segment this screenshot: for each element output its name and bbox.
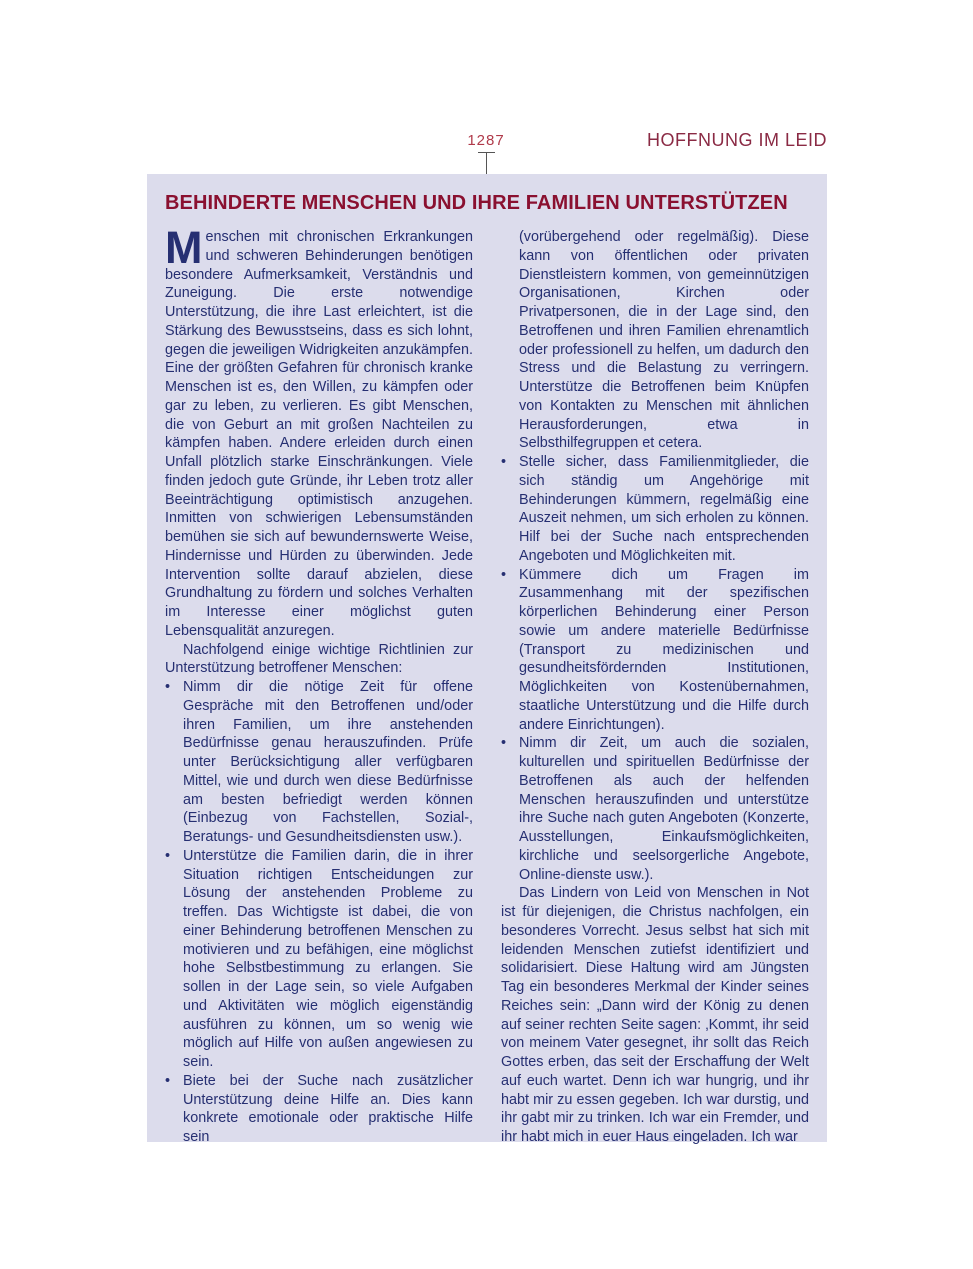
closing-paragraph: Das Lindern von Leid von Menschen in Not ist für diejenigen, die Christus nachfolgen, ein besonderes Vorrecht. Jesus selbst hat sich mit leidenden Menschen zutiefst identifiziert und solidarisiert. Diese Haltung wird am Jüngsten Tag ein besonderes Merkmal der Kinder seines Reiches sein: „Dann wird der König zu denen auf seiner rechten Seite sagen: ‚Kommt, ihr seid von meinem Vater gesegnet, ihr sollt das Reich Gottes erben, das seit der Erschaffung der Welt auf euch wartet. Denn ich war hungrig, und ihr habt mir zu essen gegeben. Ich war durstig, und ihr gabt mir zu trinken. Ich war ein Fremder, und ihr habt mich in euer Haus eingeladen. Ich war: [501, 885, 809, 1145]
intro-paragraph: [165, 222, 473, 641]
bullet-icon: •: [165, 847, 171, 864]
list-item-text: Kümmere dich um Fragen im Zusammenhang mit der spezifischen körperlichen Behinderung einer Person sowie um andere materielle Bedürfnisse (Transport zu medizinischen und gesundheitsfördernden Institutionen, Möglichkeiten von Kostenübernahmen, staatliche Unterstützung und die Hilfe durch andere Einrichtungen).: [519, 566, 809, 733]
bullet-icon: •: [501, 735, 507, 752]
list-item-text: Nimm dir Zeit, um auch die sozialen, kulturellen und spirituellen Bedürfnisse der Betroffenen als auch der helfenden Menschen herauszufinden und unterstütze ihre Suche nach guten Angeboten (Konzerte, Ausstellungen, Einkaufsmöglichkeiten, kirchliche und seelsorgerliche Angebote, Online-dienste usw.).: [519, 735, 809, 883]
bullet-icon: •: [165, 1072, 171, 1089]
list-item: [501, 566, 809, 735]
left-column: [165, 222, 473, 1147]
list-item: [501, 734, 809, 884]
list-item-text: Nimm dir die nötige Zeit für offene Gespräche mit den Betroffenen und/oder ihren Familien, um ihre anstehenden Bedürfnisse genau herauszufinden. Prüfe unter Berücksichtigung aller verfügbaren Mittel, wie und durch wen diese Bedürfnisse am besten befriedigt werden können (Einbezug von Fachstellen, Sozial-, Beratungs- und Gesundheitsdiensten usw.).: [183, 679, 473, 845]
bullet-continuation: (vorübergehend oder regelmäßig). Diese kann von öffentlichen oder privaten Dienstleistern kommen, von gemeinnützigen Organisationen, Kirchen oder Privatpersonen, die in der Lage sind, den Betroffenen und ihren Familien ehrenamtlich oder professionell zu helfen, um dadurch den Stress und die Belastung zu verringern. Unterstütze die Betroffenen beim Knüpfen von Kontakten zu Menschen mit ähnlichen Herausforderungen, etwa in Selbsthilfegruppen et cetera.: [519, 229, 809, 452]
lead-in-paragraph: Nachfolgend einige wichtige Richtlinien zur Unterstützung betroffener Menschen:: [165, 641, 473, 677]
list-item: [165, 847, 473, 1072]
list-item: [165, 1072, 473, 1147]
guideline-list-right: [501, 453, 809, 884]
dropcap: M: [165, 222, 203, 273]
list-item: [165, 678, 473, 847]
running-head: HOFFNUNG IM LEID: [646, 130, 827, 150]
bullet-icon: •: [501, 454, 507, 470]
list-item: [501, 453, 809, 566]
bullet-icon: •: [501, 566, 507, 583]
intro-text: enschen mit chronischen Erkrankungen und schweren Behinderungen benötigen besondere Aufmerksamkeit, Verständnis und Zuneigung. Die erste notwendige Unterstützung, die ihre Last erleichtert, ist die Stärkung des Bewusstseins, dass es sich lohnt, gegen die jeweiligen Widrigkeiten anzukämpfen. Eine der größten Gefahren für chronisch kranke Menschen ist es, den Willen, zu kämpfen oder gar zu leben, zu verlieren. Es gibt Menschen, die von Geburt an mit großen Nachteilen zu kämpfen haben. Andere erleiden durch einen Unfall plötzlich starke Einschränkungen. Viele finden jedoch gute Gründe, ihr Leben trotz aller Beeinträchtigung optimistisch anzugehen. Inmitten von schwierigen Lebensumständen bemühen sie sich auf bewundernswerte Weise, Hindernisse und Hürden zu überwinden. Jede Intervention sollte darauf abzielen, diese Grundhaltung zu fördern und solches Verhalten im Interesse einer möglichst guten Lebensqualität anzuregen.: [165, 229, 473, 639]
bullet-icon: •: [165, 679, 171, 695]
list-item-text: Biete bei der Suche nach zusätzlicher Unterstützung deine Hilfe an. Dies kann konkrete emotionale oder praktische Hilfe sein: [183, 1072, 473, 1145]
page-number: 1287: [467, 132, 505, 149]
right-column: [501, 228, 809, 1147]
article-title: BEHINDERTE MENSCHEN UND IHRE FAMILIEN UNTERSTÜTZEN: [165, 192, 788, 214]
page-marker-stem: [486, 152, 487, 174]
guideline-list-left: [165, 678, 473, 1147]
list-item-text: Stelle sicher, dass Familienmitglieder, die sich ständig um Angehörige mit Behinderungen kümmern, regelmäßig eine Auszeit nehmen, um sich erholen zu können. Hilf bei der Suche nach entsprechenden Angeboten und Möglichkeiten mit.: [519, 454, 809, 564]
list-item-text: Unterstütze die Familien darin, die in ihrer Situation richtigen Entscheidungen zur Lösung der anstehenden Probleme zu treffen. Das Wichtigste ist dabei, die von einer Behinderung betroffenen Menschen zu motivieren und zu befähigen, eine möglichst hohe Selbstbestimmung zu erlangen. Sie sollen in der Lage sein, so viele Aufgaben und Aktivitäten wie möglich eigenständig ausführen zu können, um so wenig wie möglich auf Hilfe von außen angewiesen zu sein.: [183, 847, 473, 1070]
